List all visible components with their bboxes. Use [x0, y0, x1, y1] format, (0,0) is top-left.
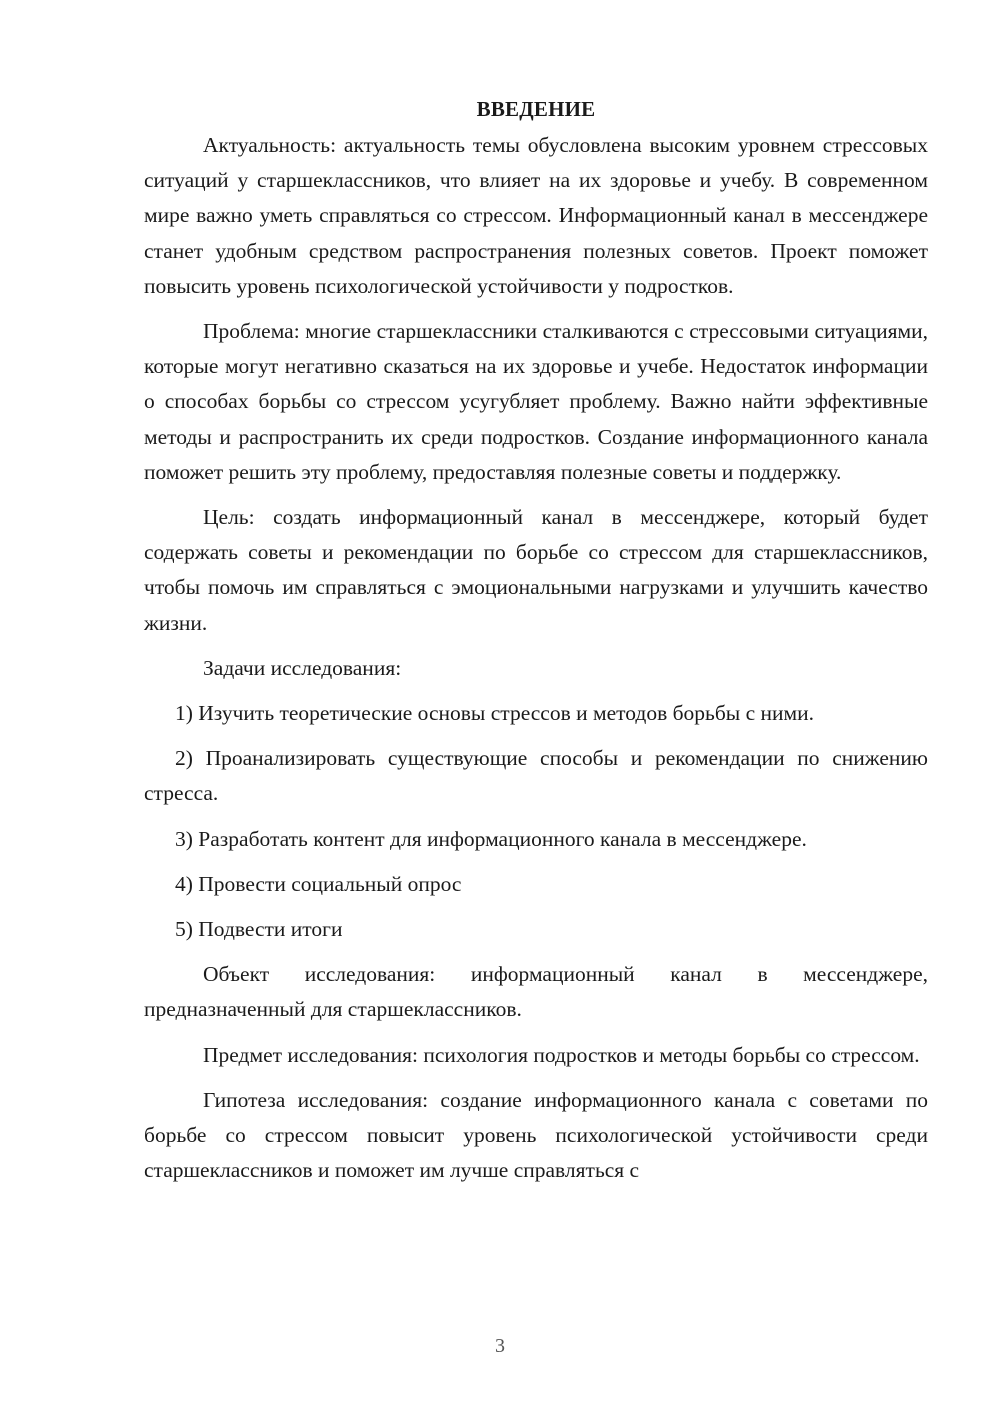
- tasks-title: Задачи исследования:: [203, 655, 402, 680]
- subject-paragraph: Предмет исследования: психология подростков и методы борьбы со стрессом.: [203, 1042, 920, 1067]
- task-item-4: 4) Провести социальный опрос: [175, 871, 462, 896]
- object-paragraph: Объект исследования: информационный канал в мессенджере, предназначенный для старшеклассников.: [144, 962, 928, 1022]
- task-item-5: 5) Подвести итоги: [175, 917, 343, 942]
- task-item-1: 1) Изучить теоретические основы стрессов и методов борьбы с ними.: [175, 701, 815, 726]
- hypothesis-paragraph: Гипотеза исследования: создание информационного канала с советами по борьбе со стрессом повысит уровень психологической устойчивости среди старшеклассников и поможет им лучше справляться с: [144, 1087, 928, 1183]
- relevance-paragraph: Актуальность: актуальность темы обусловлена высоким уровнем стрессовых ситуаций у старшеклассников, что влияет на их здоровье и учебу. В современном мире важно уметь справляться со стрессом. Информационный канал в мессенджере станет удобным средством распространения полезных советов. Проект поможет повысить уровень психологической устойчивости у подростков.: [144, 133, 928, 298]
- task-item-2: 2) Проанализировать существующие способы и рекомендации по снижению стресса.: [144, 746, 928, 806]
- document-page: [144, 92, 928, 1188]
- section-heading: ВВЕДЕНИЕ: [476, 97, 596, 121]
- task-item-3: 3) Разработать контент для информационного канала в мессенджере.: [175, 826, 807, 851]
- problem-paragraph: Проблема: многие старшеклассники сталкиваются с стрессовыми ситуациями, которые могут негативно сказаться на их здоровье и учебе. Недостаток информации о способах борьбы со стрессом усугубляет проблему. Важно найти эффективные методы и распространить их среди подростков. Создание информационного канала поможет решить эту проблему, предоставляя полезные советы и поддержку.: [144, 319, 928, 484]
- page-number: 3: [495, 1335, 505, 1357]
- goal-paragraph: Цель: создать информационный канал в мессенджере, который будет содержать советы и рекомендации по борьбе со стрессом для старшеклассников, чтобы помочь им справляться с эмоциональными нагрузками и улучшить качество жизни.: [144, 505, 928, 635]
